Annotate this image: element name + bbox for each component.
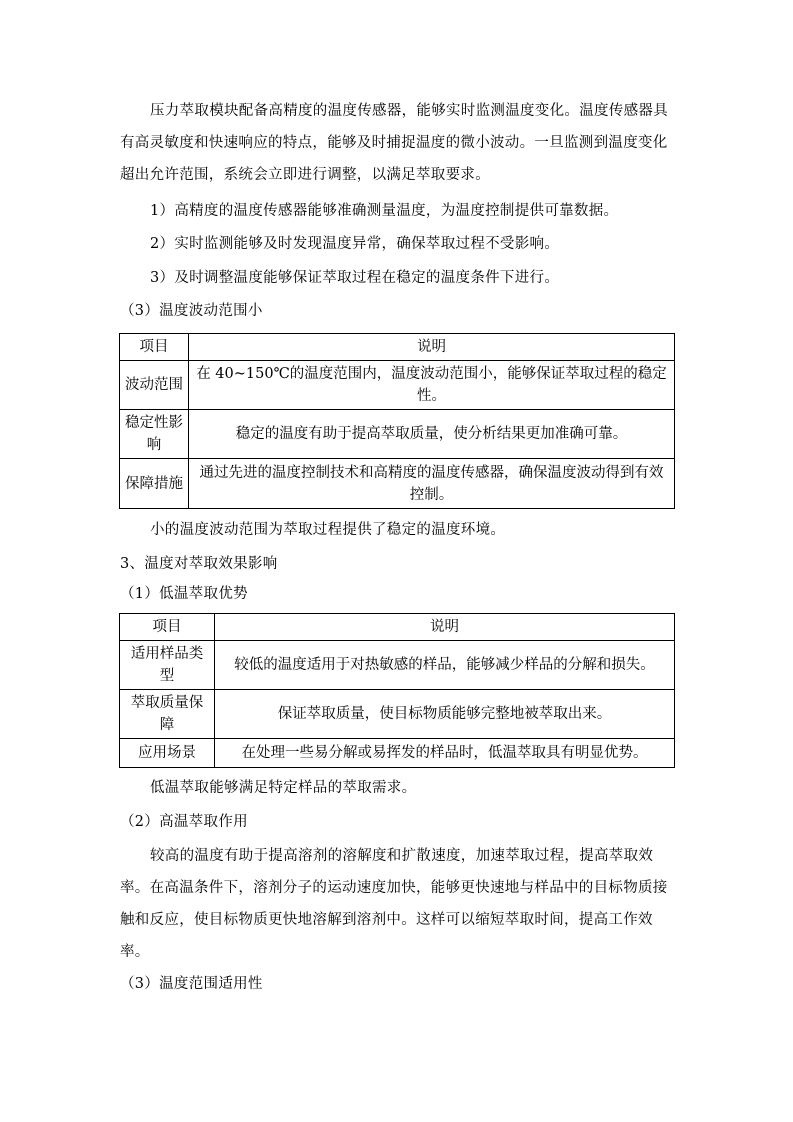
- table-cell-value: 保证萃取质量，使目标物质能够完整地被萃取出来。: [215, 690, 675, 739]
- table-cell-key: 稳定性影响: [120, 410, 189, 459]
- table-row: [120, 361, 675, 410]
- table-header-cell: 说明: [215, 614, 675, 641]
- paragraph-small-fluctuation: 小的温度波动范围为萃取过程提供了稳定的温度环境。: [150, 522, 506, 538]
- table-row: [120, 641, 675, 690]
- table-header-cell: 项目: [120, 334, 189, 361]
- table-cell-value: 在处理一些易分解或易挥发的样品时，低温萃取具有明显优势。: [215, 739, 675, 768]
- table-header-cell: 项目: [120, 614, 215, 641]
- heading-low-temp-advantage: （1）低温萃取优势: [120, 586, 248, 602]
- table-cell-key: 适用样品类型: [120, 641, 215, 690]
- table-low-temp: [119, 613, 675, 768]
- table-header-cell: 说明: [189, 334, 675, 361]
- table-header-row: [120, 614, 675, 641]
- table-fluctuation: [119, 333, 675, 509]
- table-row: [120, 690, 675, 739]
- table-row: [120, 410, 675, 459]
- table-cell-key: 应用场景: [120, 739, 215, 768]
- heading-temperature-effect: 3、温度对萃取效果影响: [120, 556, 278, 572]
- table-cell-value: 稳定的温度有助于提高萃取质量，使分析结果更加准确可靠。: [189, 410, 675, 459]
- table-row: [120, 459, 675, 509]
- table-cell-key: 保障措施: [120, 459, 189, 509]
- paragraph-temperature-sensor: 压力萃取模块配备高精度的温度传感器，能够实时监测温度变化。温度传感器具有高灵敏度和快速响应的特点，能够及时捕捉温度的微小波动。一旦监测到温度变化超出允许范围，系统会立即进行调整，以满足萃取要求。: [120, 103, 668, 183]
- paragraph-point-3: 3）及时调整温度能够保证萃取过程在稳定的温度条件下进行。: [150, 270, 560, 286]
- heading-high-temp-effect: （2）高温萃取作用: [120, 814, 248, 830]
- table-cell-value: 通过先进的温度控制技术和高精度的温度传感器，确保温度波动得到有效控制。: [189, 459, 675, 509]
- table-cell-key: 萃取质量保障: [120, 690, 215, 739]
- table-cell-value: 较低的温度适用于对热敏感的样品，能够减少样品的分解和损失。: [215, 641, 675, 690]
- table-cell-key: 波动范围: [120, 361, 189, 410]
- paragraph-point-1: 1）高精度的温度传感器能够准确测量温度，为温度控制提供可靠数据。: [150, 203, 619, 219]
- paragraph-point-2: 2）实时监测能够及时发现温度异常，确保萃取过程不受影响。: [150, 236, 560, 252]
- table-row: [120, 739, 675, 768]
- heading-temperature-range-applicability: （3）温度范围适用性: [120, 976, 263, 992]
- table-cell-value: 在 40~150℃的温度范围内，温度波动范围小，能够保证萃取过程的稳定性。: [189, 361, 675, 410]
- heading-fluctuation-range: （3）温度波动范围小: [120, 303, 263, 319]
- table-header-row: [120, 334, 675, 361]
- paragraph-high-temp: 较高的温度有助于提高溶剂的溶解度和扩散速度，加速萃取过程，提高萃取效率。在高温条件下，溶剂分子的运动速度加快，能够更快速地与样品中的目标物质接触和反应，使目标物质更快地溶解到溶剂中。这样可以缩短萃取时间，提高工作效率。: [120, 848, 668, 960]
- paragraph-low-temp-summary: 低温萃取能够满足特定样品的萃取需求。: [150, 780, 417, 796]
